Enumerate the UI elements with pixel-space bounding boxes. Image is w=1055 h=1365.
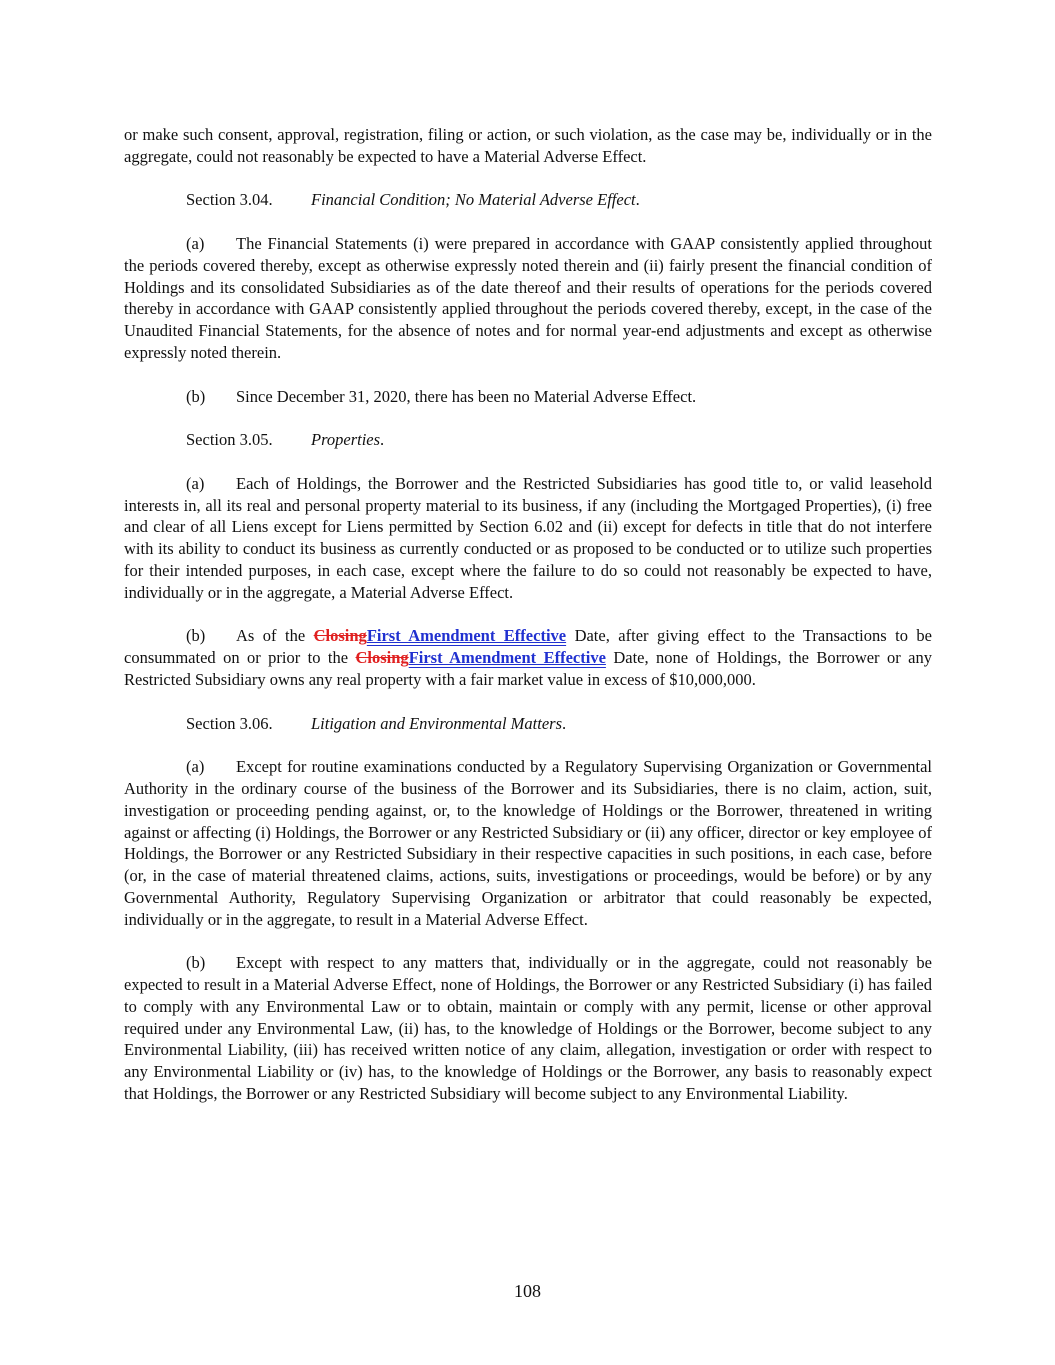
section-3-05-b	[124, 625, 932, 690]
paragraph-text: The Financial Statements (i) were prepared in accordance with GAAP consistently applied throughout the periods covered thereby, except as otherwise expressly noted therein and (ii) fairly present the financial condition of Holdings and its consolidated Subsidiaries as of the date thereof and their results of operations for the periods covered thereby in accordance with GAAP consistently applied throughout the periods covered thereby, except, in the case of the Unaudited Financial Statements, for the absence of notes and for normal year-end adjustments and except as otherwise expressly noted therein.	[124, 233, 932, 362]
document-page	[124, 124, 932, 1127]
paragraph-text: As of the	[236, 626, 314, 646]
section-number: Section 3.04.	[186, 190, 273, 210]
section-title: Litigation and Environmental Matters	[311, 713, 563, 733]
section-title: Properties	[311, 430, 381, 450]
deleted-text: Closing	[355, 648, 409, 668]
paragraph-label: (b)	[186, 626, 206, 646]
paragraph-label: (a)	[186, 473, 205, 493]
section-number: Section 3.06.	[186, 713, 273, 733]
paragraph-text: Except for routine examinations conducted by a Regulatory Supervising Organization or Governmental Authority in the ordinary course of the business of the Borrower and its Subsidiaries, there is no claim, action, suit, investigation or proceeding pending against, or, to the knowledge of Holdings or the Borrower, threatened in writing against or affecting (i) Holdings, the Borrower or any Restricted Subsidiary or (ii) any officer, director or key employee of Holdings, the Borrower or any Restricted Subsidiary in their respective capacities in such positions, in each case, before (or, in the case of material threatened claims, actions, suits, investigations or proceedings, would be before) or by any Governmental Authority, Regulatory Supervising Organization or arbitrator that could reasonably be expected, individually or in the aggregate, to result in a Material Adverse Effect.	[124, 757, 932, 929]
section-3-04-heading: Section 3.04. Financial Condition; No Material Adverse Effect.	[186, 190, 640, 210]
paragraph-label: (b)	[186, 386, 206, 406]
paragraph-label: (b)	[186, 953, 206, 973]
page-number: 108	[514, 1281, 541, 1301]
inserted-text: First Amendment Effective	[366, 626, 567, 646]
section-3-06-a	[124, 756, 932, 930]
section-title: Financial Condition; No Material Adverse Effect	[311, 190, 636, 210]
section-3-04-a	[124, 233, 932, 364]
paragraph-label: (a)	[186, 757, 205, 777]
section-number: Section 3.05.	[186, 430, 273, 450]
continuation-paragraph: or make such consent, approval, registration, filing or action, or such violation, as the case may be, individually or in the aggregate, could not reasonably be expected to have a Material Adverse Effect.	[124, 125, 932, 166]
paragraph-label: (a)	[186, 233, 205, 253]
paragraph-text: Date, after giving effect to the Transactions to be consummated on or prior to the	[124, 626, 932, 668]
section-3-05-a	[124, 473, 932, 604]
paragraph-text: Date, none of Holdings, the Borrower or any Restricted Subsidiary owns any real property with a fair market value in excess of $10,000,000.	[124, 648, 932, 689]
section-3-05-heading: Section 3.05. Properties.	[186, 430, 385, 450]
inserted-text: First Amendment Effective	[408, 648, 606, 668]
paragraph-text: Except with respect to any matters that, individually or in the aggregate, could not reasonably be expected to result in a Material Adverse Effect, none of Holdings, the Borrower or any Restricted Subsidiary (i) has failed to comply with any Environmental Law or to obtain, maintain or comply with any permit, license or other approval required under any Environmental Law, (ii) has, to the knowledge of Holdings or the Borrower, become subject to any Environmental Liability, (iii) has received written notice of any claim, allegation, investigation or order with respect to any Environmental Liability or (iv) has, to the knowledge of Holdings or the Borrower, any basis to reasonably expect that Holdings, the Borrower or any Restricted Subsidiary will become subject to any Environmental Liability.	[124, 953, 932, 1104]
section-3-06-heading: Section 3.06. Litigation and Environmental Matters.	[186, 713, 567, 733]
paragraph-text: Each of Holdings, the Borrower and the Restricted Subsidiaries has good title to, or valid leasehold interests in, all its real and personal property material to its business, if any (including the Mortgaged Properties), (i) free and clear of all Liens except for Liens permitted by Section 6.02 and (ii) except for defects in title that do not interfere with its ability to conduct its business as currently conducted or as proposed to be conducted or to utilize such properties for their intended purposes, in each case, except where the failure to do so could not reasonably be expected to have, individually or in the aggregate, a Material Adverse Effect.	[124, 473, 932, 602]
section-3-04-b	[124, 386, 932, 408]
deleted-text: Closing	[313, 626, 367, 646]
section-3-06-b	[124, 952, 932, 1105]
paragraph-text: Since December 31, 2020, there has been no Material Adverse Effect.	[236, 386, 697, 406]
